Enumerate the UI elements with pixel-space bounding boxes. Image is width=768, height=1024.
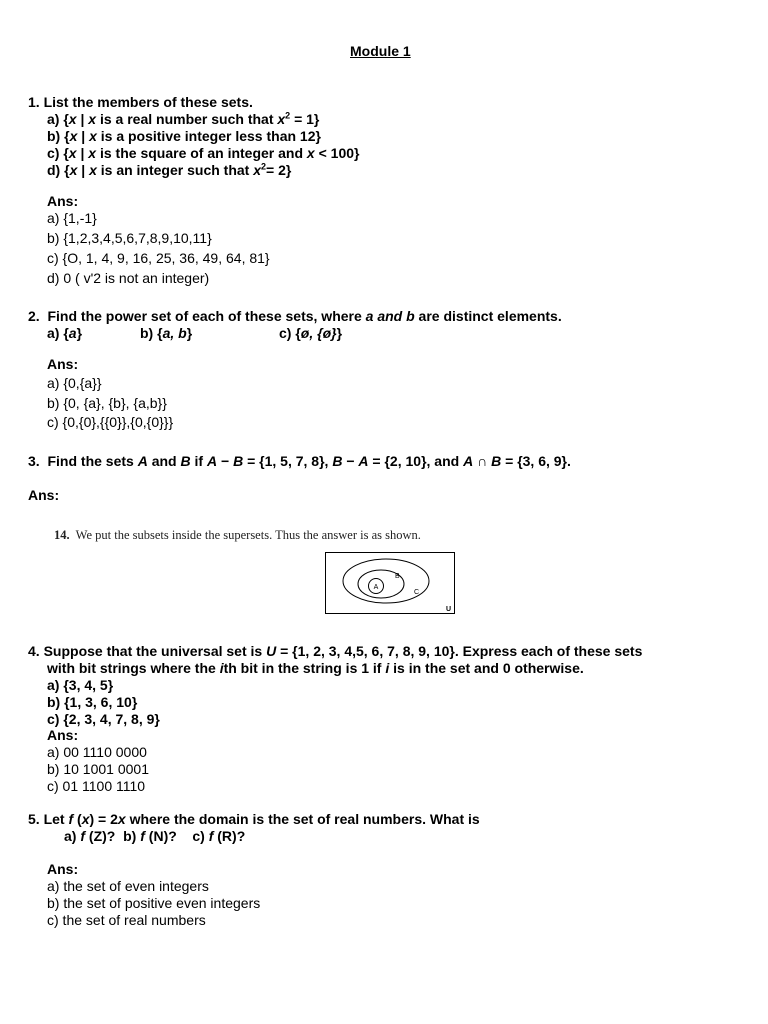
- q1-part-a: a) {x | x is a real number such that $x^2 = 1$}: [47, 110, 320, 127]
- q2-answer-c: c) {0,{0},{{0}},{0,{0}}}: [47, 414, 174, 430]
- q2-answer-a: a) {0,{a}}: [47, 375, 102, 391]
- q4-answer-a: a) 00 1110 0000: [47, 744, 147, 760]
- q1-part-b: b) {x | x is a positive integer less than 12}: [47, 128, 321, 144]
- label-u: U: [446, 606, 452, 613]
- q4-question-line1: 4. Suppose that the universal set is U = {1, 2, 3, 4,5, 6, 7, 8, 9, 10}. Express each of these sets: [28, 643, 643, 659]
- q5-question: 5. Let f (x) = 2x where the domain is the set of real numbers. What is: [28, 811, 480, 827]
- q4-answer-c: c) 01 1100 1110: [47, 778, 146, 794]
- q2-question: 2. Find the power set of each of these sets, where a and b are distinct elements.: [28, 308, 562, 324]
- q5-ans-label: Ans:: [47, 861, 79, 877]
- q4-ans-label: Ans:: [47, 727, 79, 743]
- q5-answer-a: a) the set of even integers: [47, 878, 209, 894]
- q2-part-c: c) {ø, {ø}}: [279, 325, 343, 341]
- q2-part-b: b) {a, b}: [140, 325, 193, 341]
- q1-answer-c: c) {O, 1, 4, 9, 16, 25, 36, 49, 64, 81}: [47, 250, 270, 266]
- label-c: C: [414, 589, 420, 596]
- q4-part-b: b) {1, 3, 6, 10}: [47, 694, 138, 710]
- label-b: B: [395, 573, 400, 580]
- q4-answer-b: b) 10 1001 0001: [47, 761, 149, 777]
- q3-question: 3. Find the sets A and B if A − B = {1, 5, 7, 8}, B − A = {2, 10}, and A ∩ B = {3, 6, 9}.: [28, 453, 571, 469]
- q1-answer-d: d) 0 ( v'2 is not an integer): [47, 270, 210, 286]
- q4-question-line2: with bit strings where the ith bit in the string is 1 if i is in the set and 0 otherwise.: [47, 660, 584, 676]
- q3-ans-label: Ans:: [28, 487, 60, 503]
- q1-answer-b: b) {1,2,3,4,5,6,7,8,9,10,11}: [47, 230, 212, 246]
- q1-ans-label: Ans:: [47, 193, 79, 209]
- q1-question: [28, 94, 253, 110]
- q2-answer-b: b) {0, {a}, {b}, {a,b}}: [47, 395, 167, 411]
- q5-answer-b: b) the set of positive even integers: [47, 895, 261, 911]
- venn-diagram: [325, 552, 455, 614]
- q2-part-a: a) {a}: [47, 325, 83, 341]
- page-title: Module 1: [350, 43, 411, 59]
- label-a: A: [373, 584, 379, 591]
- universal-set-box: [326, 553, 455, 614]
- q1-answer-a: a) {1,-1}: [47, 210, 97, 226]
- q4-part-c: c) {2, 3, 4, 7, 8, 9}: [47, 711, 160, 727]
- q5-answer-c: c) the set of real numbers: [47, 912, 206, 928]
- q5-parts: a) f (Z)? b) f (N)? c) f (R)?: [64, 828, 246, 844]
- q4-part-a: a) {3, 4, 5}: [47, 677, 114, 693]
- q2-ans-label: Ans:: [47, 356, 79, 372]
- q1-part-c: c) {x | x is the square of an integer and x < 100}: [47, 145, 360, 161]
- q1-number: 1.: [28, 94, 40, 110]
- q3-solution-note: 14. We put the subsets inside the supersets. Thus the answer is as shown.: [54, 528, 421, 542]
- q1-part-d: d) {x | x is an integer such that $x^2= 2$}: [47, 161, 292, 178]
- q1-text: List the members of these sets.: [43, 94, 253, 110]
